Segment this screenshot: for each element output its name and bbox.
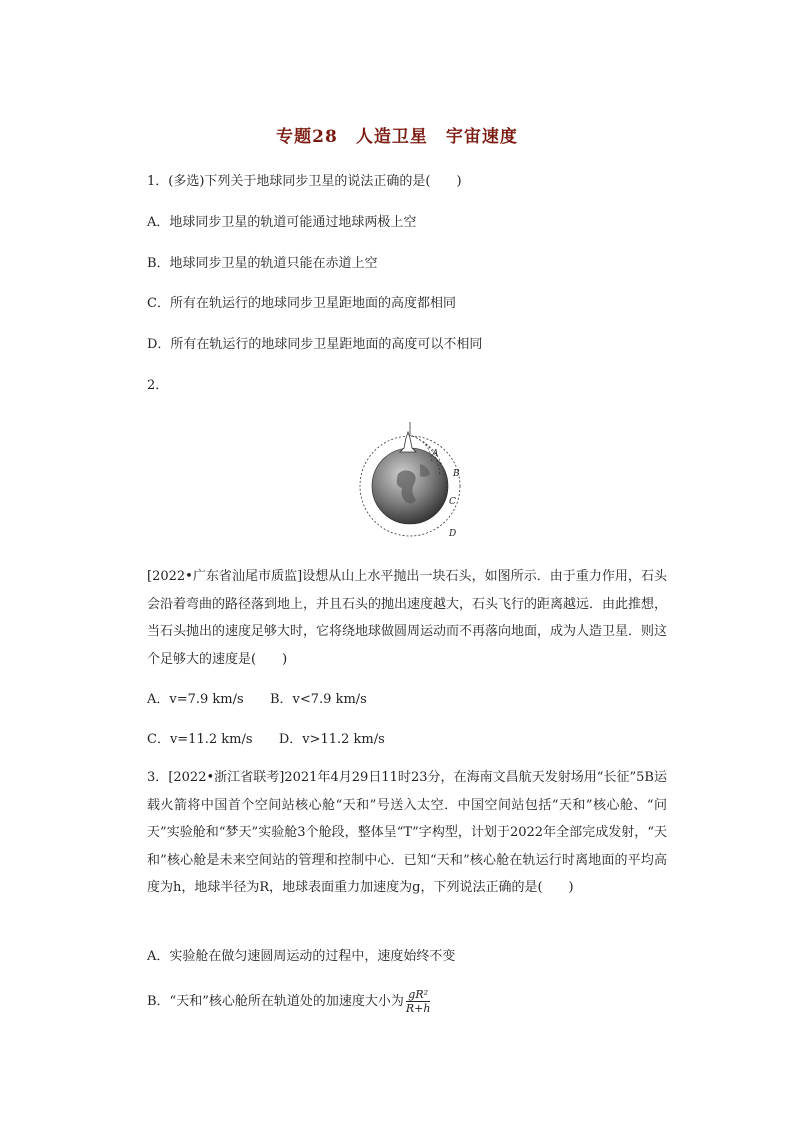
q1-option-a: A．地球同步卫星的轨道可能通过地球两极上空 <box>147 215 417 230</box>
q2-options-row1 <box>147 690 367 710</box>
q2-number: 2． <box>147 378 169 393</box>
q2-option-d: D．v>11.2 km/s <box>278 732 385 747</box>
q1-stem: 1．(多选)下列关于地球同步卫星的说法正确的是( ) <box>147 174 462 189</box>
q2-option-a: A．v=7.9 km/s <box>147 692 244 707</box>
q1-option-c: C．所有在轨运行的地球同步卫星距地面的高度都相同 <box>147 296 456 311</box>
earth-orbit-figure <box>350 414 470 540</box>
q3-option-b-fraction <box>404 988 433 1015</box>
label-a: A <box>432 449 439 459</box>
q1-option-b: B．地球同步卫星的轨道只能在赤道上空 <box>147 256 378 271</box>
q3-stem: 3．[2022•浙江省联考]2021年4月29日11时23分，在海南文昌航天发射场用“长征”5B运载火箭将中国首个空间站核心舱“天和”号送入太空．中国空间站包括“天和”核心舱、“问天”实验舱和“梦天”实验舱3个舱段，整体呈“T”字构型，计划于2022年全部完成发射，“天和”核心舱是未来空间站的管理和控制中心．已知“天和”核心舱在轨运行时离地面的平均高度为h，地球半径为R，地球表面重力加速度为g，下列说法正确的是( ) <box>147 770 667 895</box>
q2-stem <box>147 563 667 673</box>
q3-option-b <box>147 988 432 1015</box>
q2-stem-text: [2022•广东省汕尾市质监]设想从山上水平抛出一块石头，如图所示．由于重力作用，石头会沿着弯曲的路径落到地上，并且石头的抛出速度越大，石头飞行的距离越远．由此推想，当石头抛出的速度足够大时，它将绕地球做圆周运动而不再落向地面，成为人造卫星．则这个足够大的速度是( ) <box>147 569 668 667</box>
q2-options-row2 <box>147 730 385 750</box>
label-c: C <box>449 497 456 507</box>
q2-option-c: C．v=11.2 km/s <box>147 732 253 747</box>
page-title: 专题28 人造卫星 宇宙速度 <box>276 127 518 147</box>
q2-option-b: B．v<7.9 km/s <box>269 692 367 707</box>
label-b: B <box>453 469 460 479</box>
fraction-denominator: R+h <box>405 1002 431 1015</box>
label-d: D <box>449 529 457 539</box>
fraction-numerator: gR² <box>408 988 429 1001</box>
q1-option-d: D．所有在轨运行的地球同步卫星距地面的高度可以不相同 <box>147 337 483 352</box>
q3-option-a: A．实验舱在做匀速圆周运动的过程中，速度始终不变 <box>147 949 456 964</box>
q3-option-b-text: B．“天和”核心舱所在轨道处的加速度大小为 <box>147 994 404 1009</box>
